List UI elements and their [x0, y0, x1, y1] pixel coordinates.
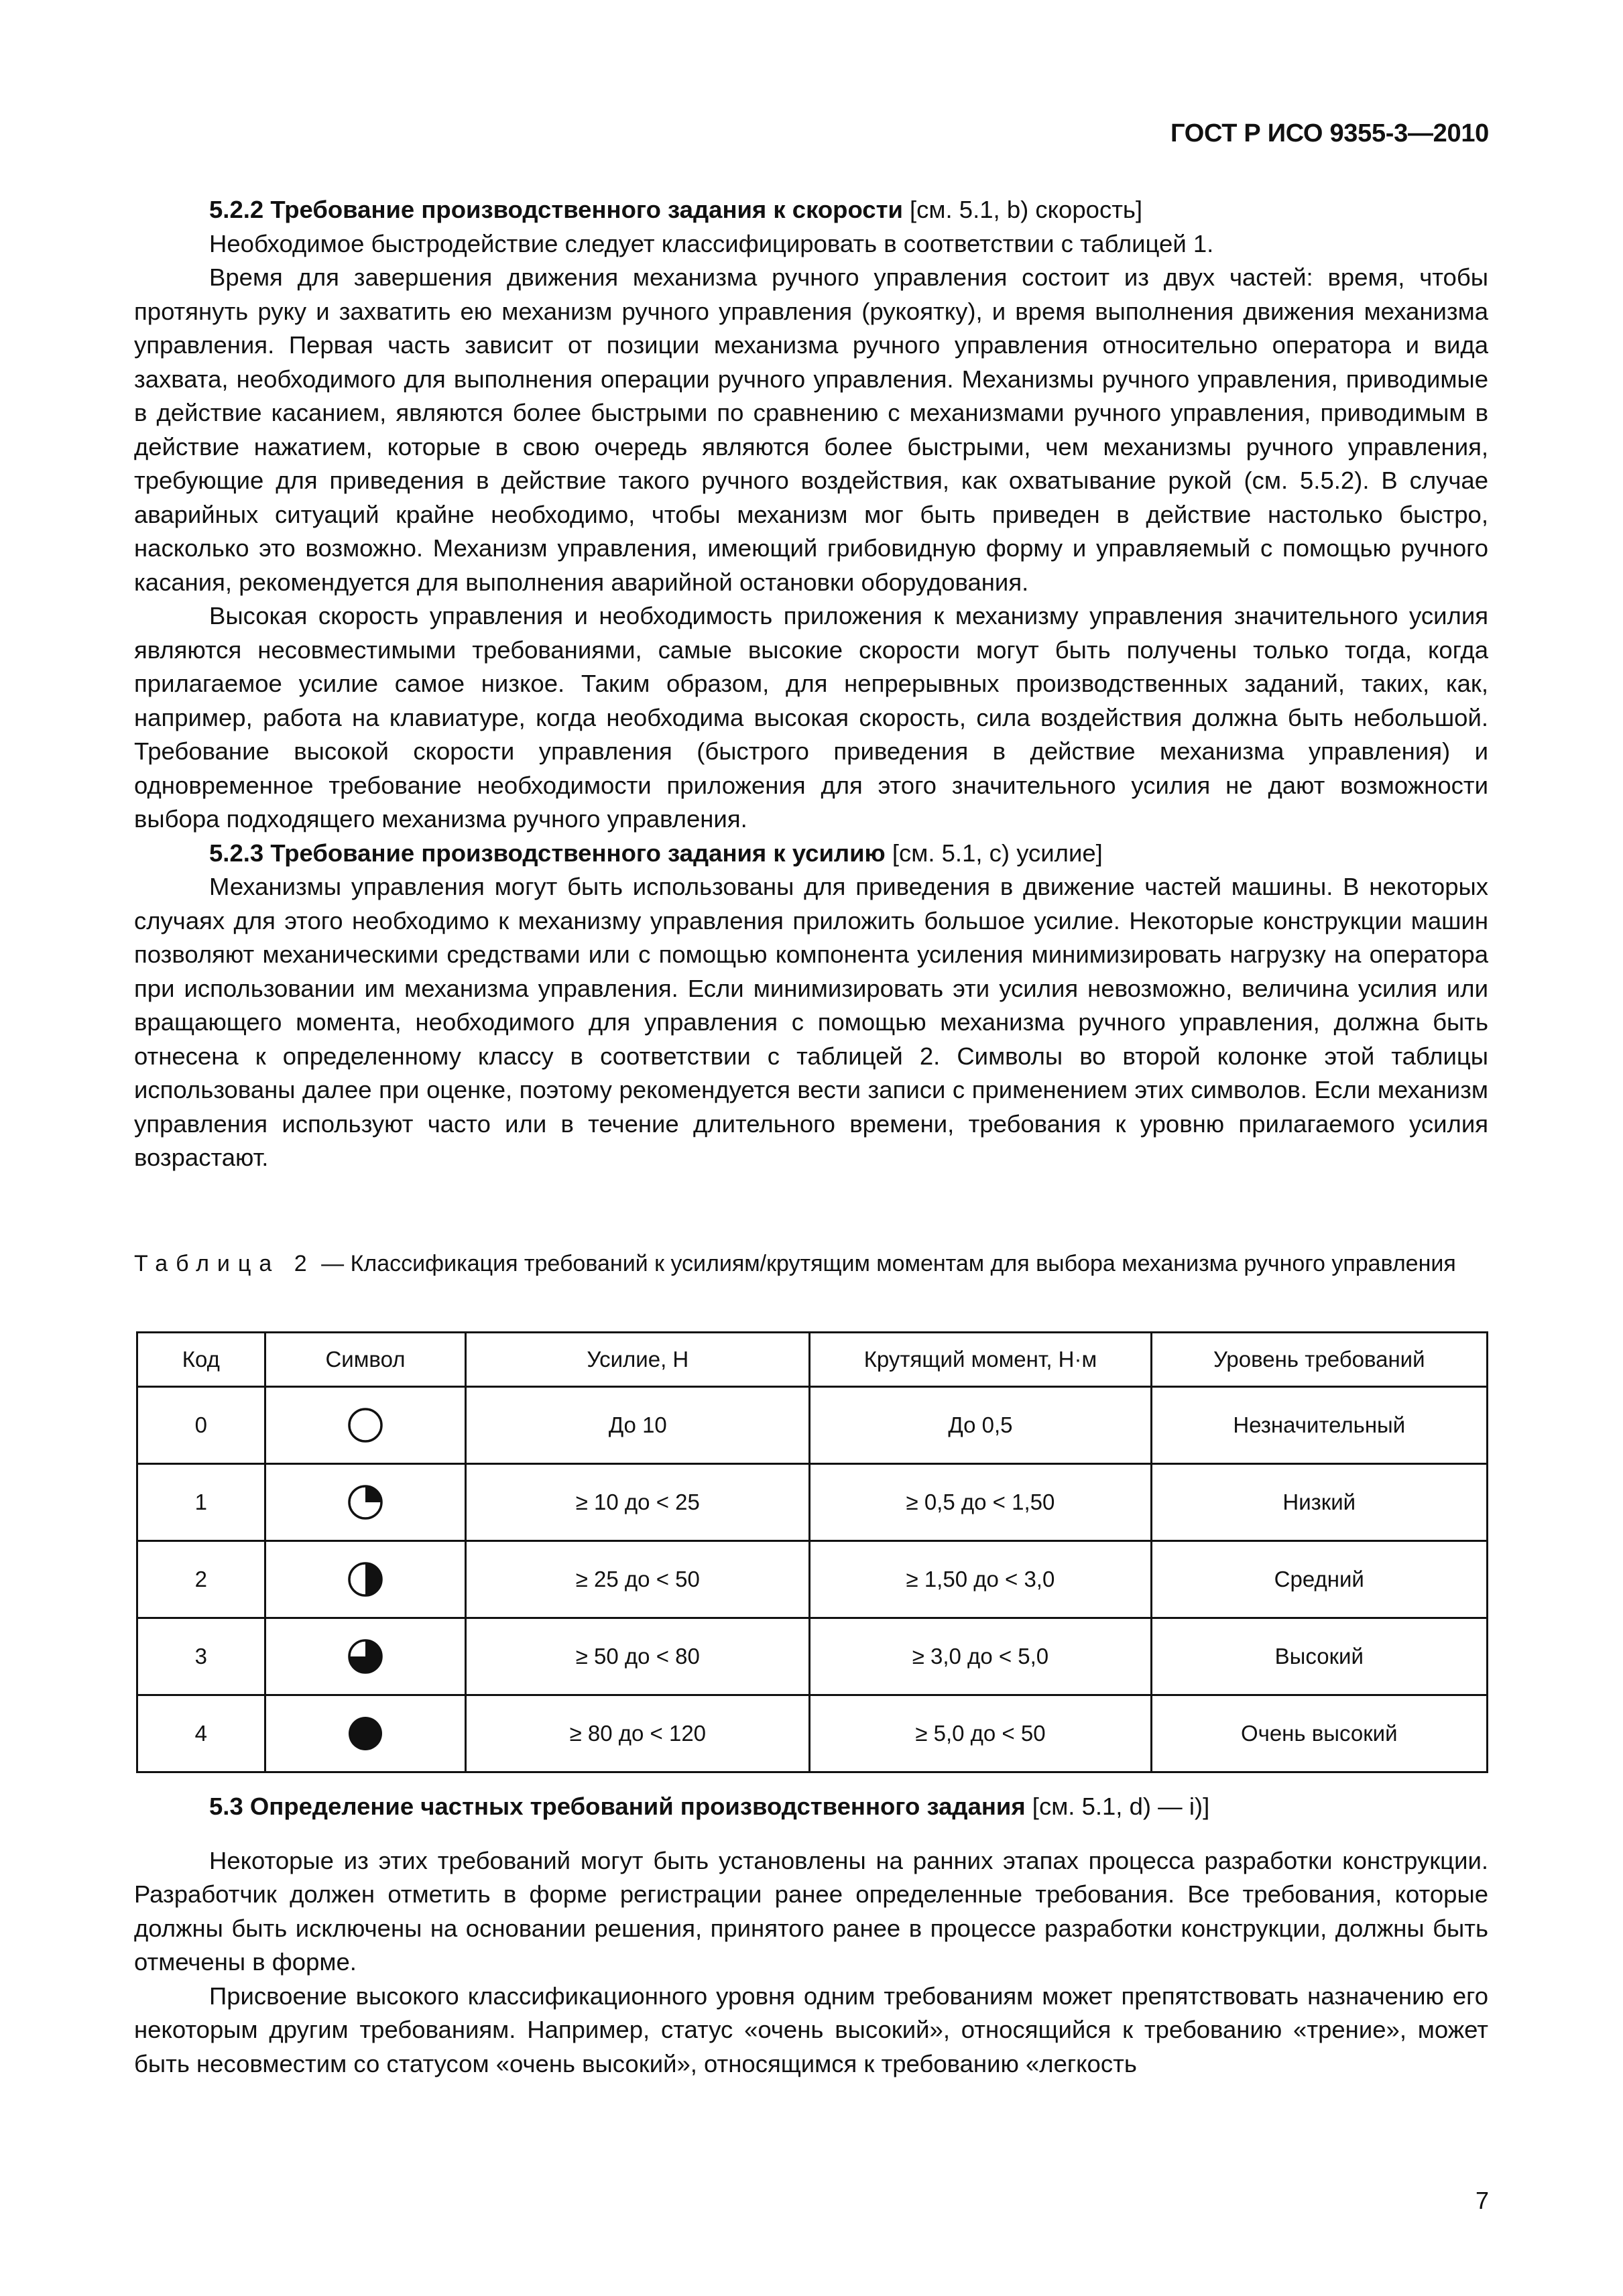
- table-caption-label: Таблица 2: [134, 1251, 315, 1276]
- paragraph: Некоторые из этих требований могут быть установлены на ранних этапах процесса разработки конструкции. Разработчик должен отметить в форме регистрации ранее определенные требования. Все требования, которые должны быть исключены на основании решения, принятого ранее в процессе разработки конструкции, должны быть отмечены в форме.: [134, 1846, 1488, 1976]
- cell-force: ≥ 80 до < 120: [466, 1695, 810, 1772]
- header-level: Уровень требований: [1151, 1333, 1487, 1387]
- cell-code: 2: [137, 1541, 265, 1618]
- paragraph: Высокая скорость управления и необходимость приложения к механизму управления значительного усилия являются несовместимыми требованиями, самые высокие скорости могут быть получены только тогда, когда прилагаемое усилие самое низкое. Таким образом, для непрерывных производственных заданий, таких, как, например, работа на клавиатуре, когда необходима высокая скорость, сила воздействия должна быть небольшой. Требование высокой скорости управления (быстрого приведения в действие механизма управления) и одновременное требование необходимости приложения для этого значительного усилия не дают возможности выбора подходящего механизма ручного управления.: [134, 602, 1488, 833]
- header-force: Усилие, Н: [466, 1333, 810, 1387]
- heading-bold: 5.3 Определение частных требований производственного задания: [209, 1793, 1026, 1820]
- cell-symbol: [265, 1541, 466, 1618]
- half-filled-circle-icon: [347, 1561, 384, 1598]
- cell-force: ≥ 25 до < 50: [466, 1541, 810, 1618]
- cell-torque: ≥ 0,5 до < 1,50: [810, 1464, 1151, 1541]
- table-row: [137, 1618, 1488, 1695]
- paragraph: Механизмы управления могут быть использованы для приведения в движение частей машины. В некоторых случаях для этого необходимо к механизму управления приложить большое усилие. Некоторые конструкции машин позволяют механическими средствами или с помощью компонента усиления минимизировать нагрузку на оператора при использовании им механизма управления. Если минимизировать эти усилия невозможно, величина усилия или вращающего момента, необходимого для управления с помощью механизма ручного управления, должна быть отнесена к определенному классу в соответствии с таблицей 2. Символы во второй колонке этой таблицы использованы далее при оценке, поэтому рекомендуется вести записи с применением этих символов. Если механизм управления используют часто или в течение длительного времени, требования к уровню прилагаемого усилия возрастают.: [134, 873, 1488, 1171]
- cell-symbol: [265, 1618, 466, 1695]
- three-quarter-filled-circle-icon: [347, 1638, 384, 1675]
- table-row: [137, 1541, 1488, 1618]
- standard-header: ГОСТ Р ИСО 9355-3—2010: [1170, 119, 1489, 147]
- table-row: [137, 1695, 1488, 1772]
- section-5-2-2-heading: [134, 193, 1488, 227]
- header-code: Код: [137, 1333, 265, 1387]
- cell-level: Незначительный: [1151, 1387, 1487, 1464]
- cell-torque: ≥ 1,50 до < 3,0: [810, 1541, 1151, 1618]
- heading-bold: 5.2.3 Требование производственного задания к усилию: [209, 839, 886, 867]
- header-torque: Крутящий момент, Н·м: [810, 1333, 1151, 1387]
- cell-force: ≥ 10 до < 25: [466, 1464, 810, 1541]
- filled-circle-icon: [347, 1715, 384, 1752]
- heading-ref: [см. 5.1, b) скорость]: [902, 196, 1143, 223]
- cell-code: 1: [137, 1464, 265, 1541]
- cell-level: Очень высокий: [1151, 1695, 1487, 1772]
- table-header-row: [137, 1333, 1488, 1387]
- cell-level: Высокий: [1151, 1618, 1487, 1695]
- cell-force: ≥ 50 до < 80: [466, 1618, 810, 1695]
- paragraph: Время для завершения движения механизма ручного управления состоит из двух частей: время, чтобы протянуть руку и захватить ею механизм ручного управления (рукоятку), и время выполнения движения механизма управления. Первая часть зависит от позиции механизма ручного управления относительно оператора и вида захвата, необходимого для выполнения операции ручного управления. Механизмы ручного управления, приводимые в действие касанием, являются более быстрыми по сравнению с механизмами ручного управления, приводимым в действие нажатием, которые в свою очередь являются более быстрыми, чем механизмы ручного управления, требующие для приведения в действие такого ручного воздействия, как охватывание рукой (см. 5.5.2). В случае аварийных ситуаций крайне необходимо, чтобы механизм мог быть приведен в действие настолько быстро, насколько это возможно. Механизм управления, имеющий грибовидную форму и управляемый с помощью ручного касания, рекомендуется для выполнения аварийной остановки оборудования.: [134, 263, 1488, 596]
- heading-ref: [см. 5.1, d) — i)]: [1025, 1793, 1210, 1820]
- cell-symbol: [265, 1695, 466, 1772]
- table-row: [137, 1387, 1488, 1464]
- cell-level: Средний: [1151, 1541, 1487, 1618]
- cell-level: Низкий: [1151, 1464, 1487, 1541]
- cell-code: 0: [137, 1387, 265, 1464]
- page-number: 7: [1475, 2187, 1489, 2214]
- table-caption-text: — Классификация требований к усилиям/крутящим моментам для выбора механизма ручного управления: [314, 1251, 1456, 1276]
- heading-bold: 5.2.2 Требование производственного задания к скорости: [209, 196, 903, 223]
- quarter-filled-circle-icon: [347, 1484, 384, 1521]
- cell-torque: ≥ 5,0 до < 50: [810, 1695, 1151, 1772]
- cell-symbol: [265, 1464, 466, 1541]
- section-5-2-3-heading: [134, 837, 1488, 871]
- heading-ref: [см. 5.1, с) усилие]: [885, 839, 1103, 867]
- main-text: [134, 193, 1488, 1175]
- paragraph: Необходимое быстродействие следует классифицировать в соответствии с таблицей 1.: [209, 229, 1214, 257]
- section-5-3-heading: [134, 1790, 1488, 1824]
- table-caption: [134, 1248, 1488, 1279]
- cell-code: 3: [137, 1618, 265, 1695]
- section-5-3-text: [134, 1790, 1488, 2081]
- classification-table: [136, 1331, 1488, 1773]
- table-row: [137, 1464, 1488, 1541]
- cell-force: До 10: [466, 1387, 810, 1464]
- empty-circle-icon: [347, 1406, 384, 1444]
- cell-torque: ≥ 3,0 до < 5,0: [810, 1618, 1151, 1695]
- cell-code: 4: [137, 1695, 265, 1772]
- paragraph: Присвоение высокого классификационного уровня одним требованиям может препятствовать назначению его некоторым другим требованиям. Например, статус «очень высокий», относящийся к требованию «трение», может быть несовместим со статусом «очень высокий», относящимся к требованию «легкость: [134, 1982, 1488, 2077]
- cell-torque: До 0,5: [810, 1387, 1151, 1464]
- cell-symbol: [265, 1387, 466, 1464]
- header-symbol: Символ: [265, 1333, 466, 1387]
